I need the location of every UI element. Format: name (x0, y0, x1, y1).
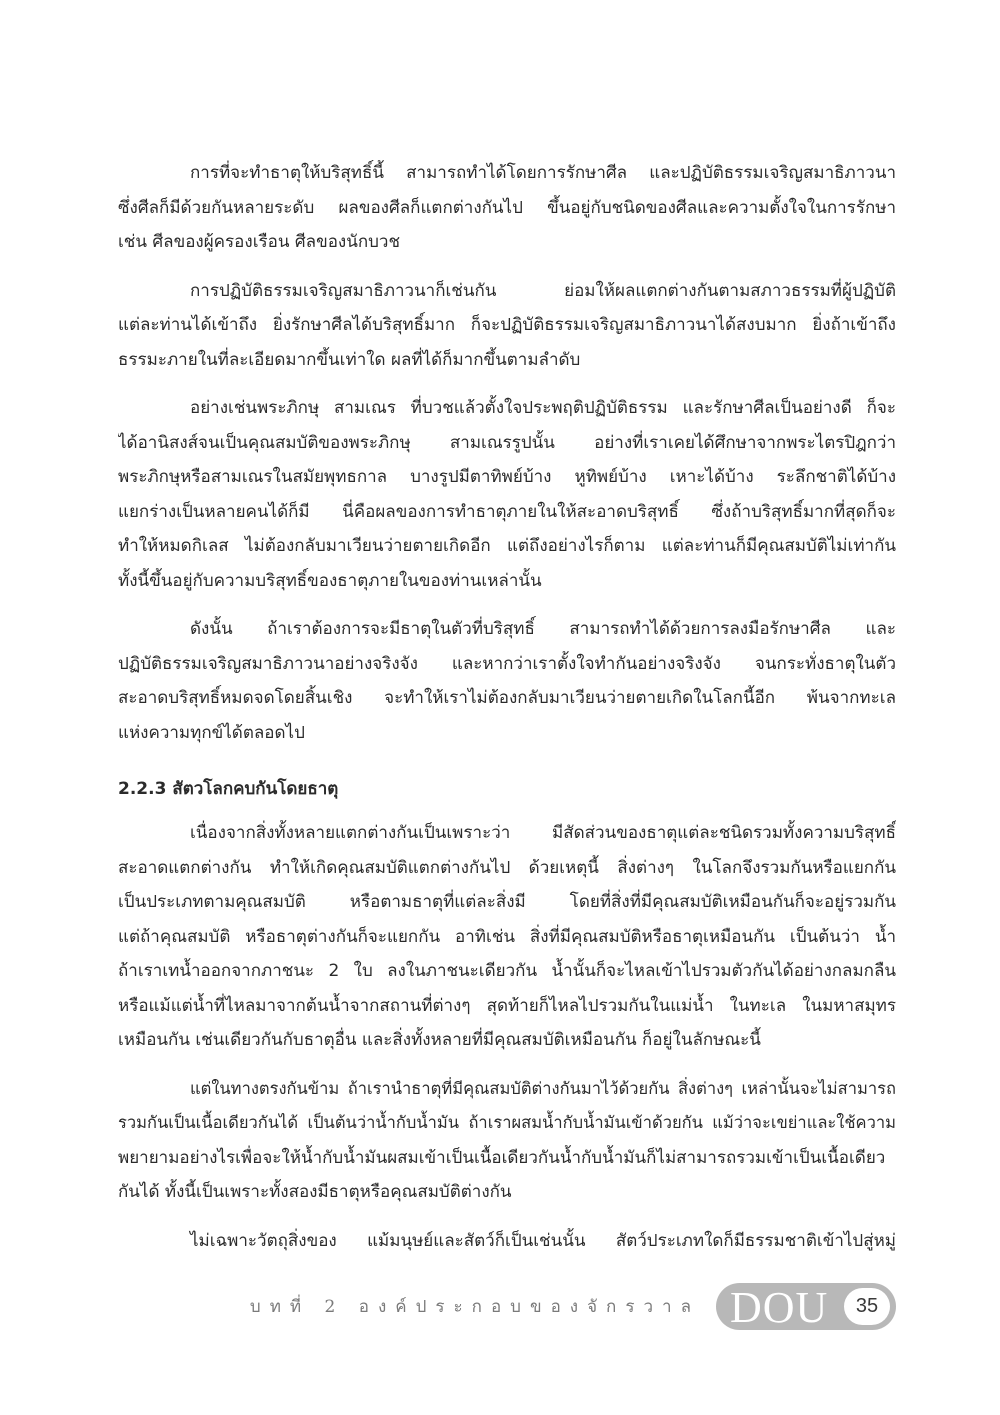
page-footer (0, 1283, 1000, 1331)
paragraph-line: รวมกันเป็นเนื้อเดียวกันได้ เป็นต้นว่าน้ำกับน้ำมัน ถ้าเราผสมน้ำกับน้ำมันเข้าด้วยกัน แม้ว่าจะเขย่าและใช้ความ (118, 1113, 896, 1132)
paragraph (118, 274, 896, 378)
paragraph (118, 1072, 896, 1210)
paragraph-line: ธรรมะภายในที่ละเอียดมากขึ้นเท่าใด ผลที่ได้ก็มากขึ้นตามลำดับ (118, 349, 581, 370)
paragraph-line: ได้อานิสงส์จนเป็นคุณสมบัติของพระภิกษุ สามเณรรูปนั้น อย่างที่เราเคยได้ศึกษาจากพระไตรปิฎกว่า (118, 432, 896, 453)
page-body (118, 156, 896, 1272)
section-heading: 2.2.3 สัตวโลกคบกันโดยธาตุ (118, 779, 339, 799)
paragraph-line: ทำให้หมดกิเลส ไม่ต้องกลับมาเวียนว่ายตายเกิดอีก แต่ถึงอย่างไรก็ตาม แต่ละท่านก็มีคุณสมบัติไม่เท่ากัน (118, 536, 896, 556)
paragraph-line: แต่ถ้าคุณสมบัติ หรือธาตุต่างกันก็จะแยกกัน อาทิเช่น สิ่งที่มีคุณสมบัติหรือธาตุเหมือนกัน เป็นต้นว่า น้ำ (118, 926, 896, 947)
paragraph-line: หรือแม้แต่น้ำที่ไหลมาจากต้นน้ำจากสถานที่ต่างๆ สุดท้ายก็ไหลไปรวมกันในแม่น้ำ ในทะเล ในมหาสมุทร (118, 995, 896, 1016)
paragraph-line: การที่จะทำธาตุให้บริสุทธิ์นี้ สามารถทำได้โดยการรักษาศีล และปฏิบัติธรรมเจริญสมาธิภาวนา (190, 163, 896, 183)
paragraph-line: ปฏิบัติธรรมเจริญสมาธิภาวนาอย่างจริงจัง และหากว่าเราตั้งใจทำกันอย่างจริงจัง จนกระทั่งธาตุในตัว (118, 653, 896, 674)
footer-badge (716, 1283, 896, 1330)
paragraph-line: แยกร่างเป็นหลายคนได้ก็มี นี่คือผลของการทำธาตุภายในให้สะอาดบริสุทธิ์ ซึ่งถ้าบริสุทธิ์มากที่สุดก็จะ (118, 501, 896, 522)
paragraph (118, 612, 896, 750)
paragraph-line: สะอาดบริสุทธิ์หมดจดโดยสิ้นเชิง จะทำให้เราไม่ต้องกลับมาเวียนว่ายตายเกิดในโลกนี้อีก พ้นจากทะเล (118, 688, 896, 708)
dou-logo: DOU (730, 1283, 829, 1332)
paragraph-line: เช่น ศีลของผู้ครองเรือน ศีลของนักบวช (118, 232, 400, 252)
paragraph (118, 1224, 896, 1259)
paragraph-line: พระภิกษุหรือสามเณรในสมัยพุทธกาล บางรูปมีตาทิพย์บ้าง หูทิพย์บ้าง เหาะได้บ้าง ระลึกชาติได้บ้าง (118, 467, 896, 487)
paragraph (118, 391, 896, 598)
paragraph-line: แห่งความทุกข์ได้ตลอดไป (118, 722, 305, 743)
paragraph-line: อย่างเช่นพระภิกษุ สามเณร ที่บวชแล้วตั้งใจประพฤติปฏิบัติธรรม และรักษาศีลเป็นอย่างดี ก็จะ (190, 398, 896, 418)
paragraph-line: ซึ่งศีลก็มีด้วยกันหลายระดับ ผลของศีลก็แตกต่างกันไป ขึ้นอยู่กับชนิดของศีลและความตั้งใจในการรักษา (118, 197, 896, 218)
paragraph-line: เนื่องจากสิ่งทั้งหลายแตกต่างกันเป็นเพราะว่า มีสัดส่วนของธาตุแต่ละชนิดรวมทั้งความบริสุทธิ์ (190, 823, 896, 843)
paragraph (118, 156, 896, 260)
paragraph-line: เหมือนกัน เช่นเดียวกันกับธาตุอื่น และสิ่งทั้งหลายที่มีคุณสมบัติเหมือนกัน ก็อยู่ในลักษณะนี้ (118, 1030, 761, 1050)
paragraph-line: แต่ละท่านได้เข้าถึง ยิ่งรักษาศีลได้บริสุทธิ์มาก ก็จะปฏิบัติธรรมเจริญสมาธิภาวนาได้สงบมาก ยิ่งถ้าเข้าถึง (118, 315, 896, 335)
paragraph-line: ดังนั้น ถ้าเราต้องการจะมีธาตุในตัวที่บริสุทธิ์ สามารถทำได้ด้วยการลงมือรักษาศีล และ (190, 619, 896, 639)
section-2-2-3 (118, 816, 896, 1258)
paragraph-line: กันได้ ทั้งนี้เป็นเพราะทั้งสองมีธาตุหรือคุณสมบัติต่างกัน (118, 1182, 512, 1202)
paragraph-line: ทั้งนี้ขึ้นอยู่กับความบริสุทธิ์ของธาตุภายในของท่านเหล่านั้น (118, 570, 542, 591)
chapter-title: บทที่ 2 องค์ประกอบของจักรวาล (249, 1297, 700, 1317)
paragraph (118, 816, 896, 1058)
paragraph-line: ไม่เฉพาะวัตถุสิ่งของ แม้มนุษย์และสัตว์ก็เป็นเช่นนั้น สัตว์ประเภทใดก็มีธรรมชาติเข้าไปสู่หมู่ (190, 1230, 896, 1251)
paragraph-line: เป็นประเภทตามคุณสมบัติ หรือตามธาตุที่แต่ละสิ่งมี โดยที่สิ่งที่มีคุณสมบัติเหมือนกันก็จะอยู่รวมกัน (118, 892, 896, 912)
paragraph-line: พยายามอย่างไรเพื่อจะให้น้ำกับน้ำมันผสมเข้าเป็นเนื้อเดียวกันน้ำกับน้ำมันก็ไม่สามารถรวมเข้าเป็นเนื้อเดียว (118, 1147, 886, 1168)
paragraph-line: สะอาดแตกต่างกัน ทำให้เกิดคุณสมบัติแตกต่างกันไป ด้วยเหตุนี้ สิ่งต่างๆ ในโลกจึงรวมกันหรือแยกกัน (118, 857, 896, 878)
paragraph-line: การปฏิบัติธรรมเจริญสมาธิภาวนาก็เช่นกัน ย่อมให้ผลแตกต่างกันตามสภาวธรรมที่ผู้ปฏิบัติ (190, 280, 896, 301)
paragraph-line: แต่ในทางตรงกันข้าม ถ้าเรานำธาตุที่มีคุณสมบัติต่างกันมาไว้ด้วยกัน สิ่งต่างๆ เหล่านั้นจะไม่สามารถ (190, 1078, 896, 1098)
section-intro (118, 156, 896, 750)
page-number: 35 (844, 1288, 890, 1325)
paragraph-line: ถ้าเราเทน้ำออกจากภาชนะ 2 ใบ ลงในภาชนะเดียวกัน น้ำนั้นก็จะไหลเข้าไปรวมตัวกันได้อย่างกลมกลืน (118, 961, 896, 981)
